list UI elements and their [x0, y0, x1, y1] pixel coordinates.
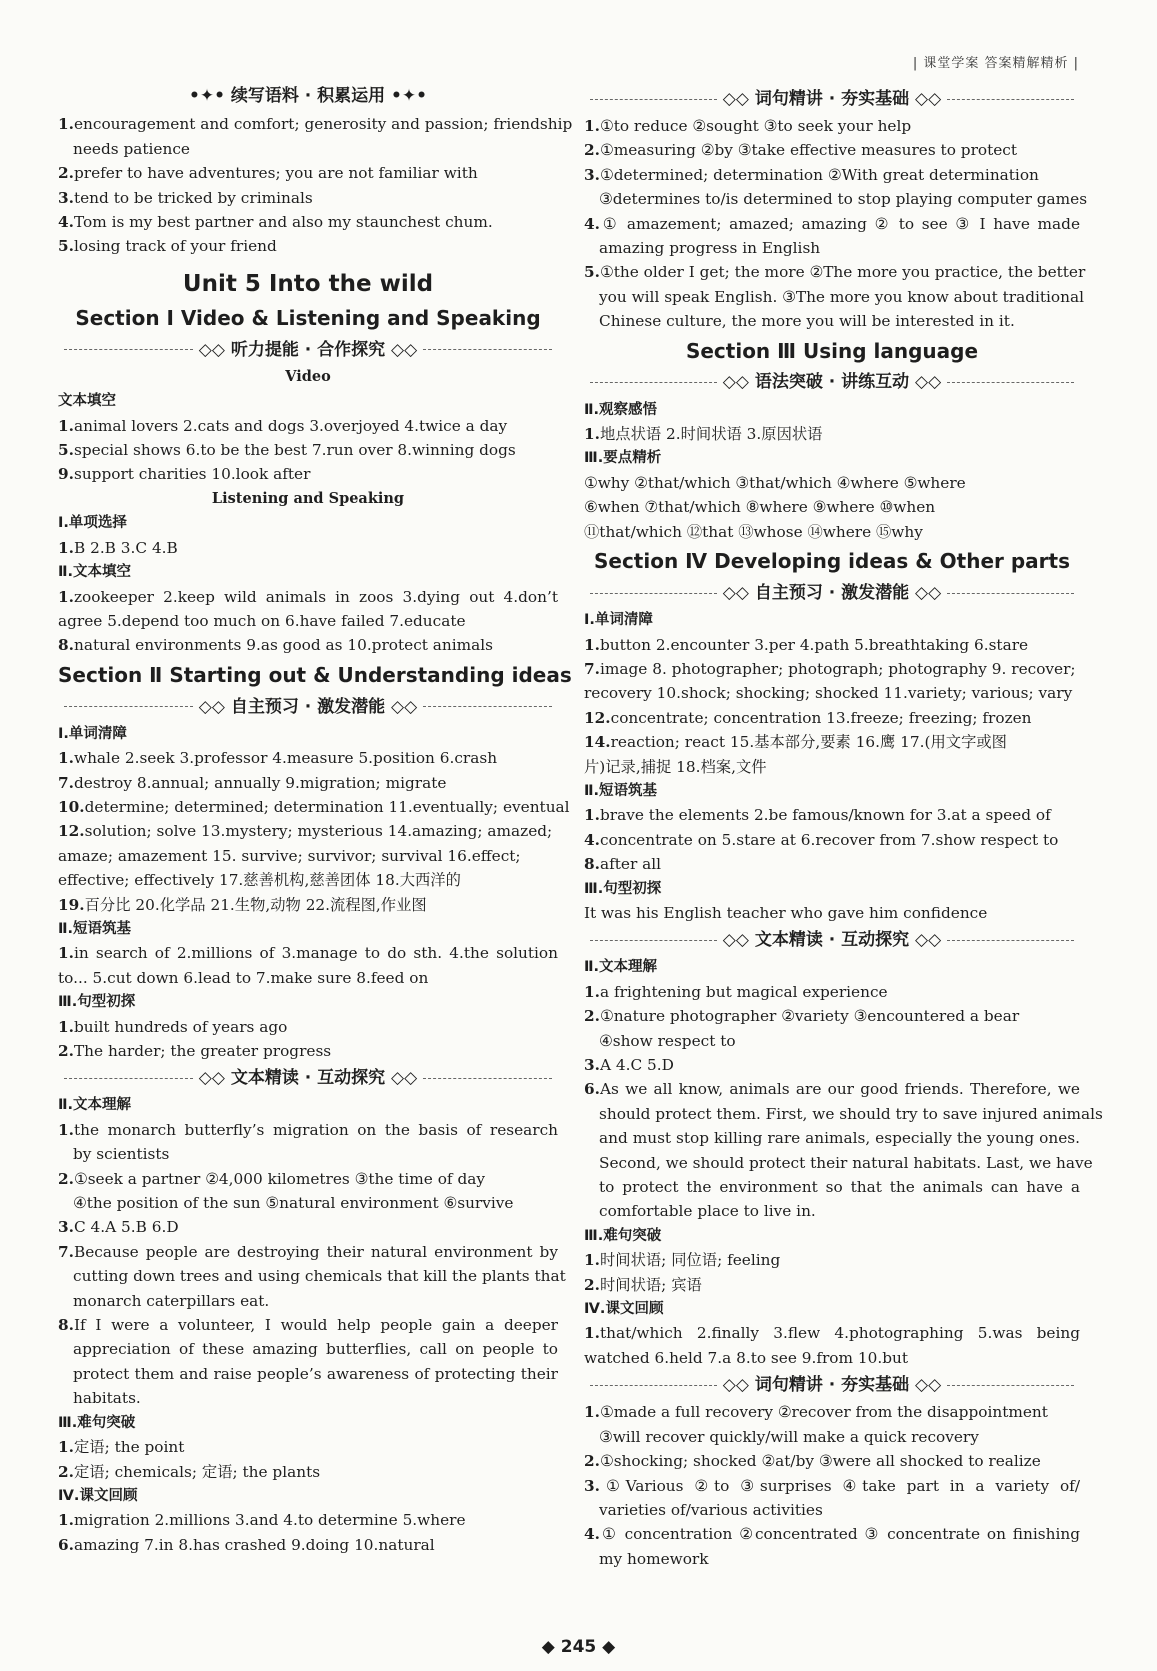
line-text: 时间状语; 同位语; feeling — [599, 1251, 781, 1270]
answer-line — [58, 1118, 558, 1142]
item-number: 4. — [584, 214, 600, 233]
line-text: built hundreds of years ago — [73, 1017, 288, 1036]
line-text: Because people are destroying their natural environment by — [73, 1242, 558, 1261]
line-text: ◇◇ 词句精讲 · 夯实基础 ◇◇ — [722, 1375, 942, 1396]
section-title — [58, 658, 572, 692]
line-text: Chinese culture, the more you will be interested in it. — [599, 312, 1015, 331]
answer-line — [584, 852, 1080, 876]
answer-line — [58, 1313, 558, 1337]
answer-line — [58, 633, 558, 657]
line-text: 时间状语; 宾语 — [599, 1275, 702, 1294]
item-number: 4. — [58, 213, 74, 232]
line-text: 定语; chemicals; 定语; the plants — [73, 1462, 321, 1481]
line-text: after all — [599, 855, 662, 874]
line-text: tend to be tricked by criminals — [73, 188, 313, 207]
line-text: monarch caterpillars eat. — [73, 1291, 270, 1310]
answer-line — [584, 1522, 1080, 1546]
line-text: Ⅱ.文本理解 — [584, 959, 658, 976]
line-text: ◇◇ 自主预习 · 激发潜能 ◇◇ — [198, 696, 418, 717]
answer-line — [58, 1015, 558, 1039]
line-text: the monarch butterfly’s migration on the basis of research — [73, 1120, 558, 1139]
line-text: to... 5.cut down 6.lead to 7.make sure 8.feed on — [58, 968, 429, 987]
section-title — [584, 334, 1080, 368]
answer-line — [584, 1321, 1080, 1345]
line-text: Tom is my best partner and also my staunchest chum. — [73, 213, 493, 232]
answer-line — [584, 1151, 1093, 1175]
answer-line — [584, 285, 1085, 309]
line-text: losing track of your friend — [73, 237, 277, 256]
line-text: ① amazement; amazed; amazing ② to see ③ I have made — [599, 214, 1080, 233]
line-text: Ⅲ.句型初探 — [584, 880, 662, 897]
answer-line — [584, 1004, 1080, 1028]
item-number: 2. — [58, 1169, 74, 1188]
answer-line — [584, 187, 1088, 211]
exercise-heading — [58, 917, 558, 941]
item-number: 1. — [58, 538, 74, 557]
line-text: ⑥when ⑦that/which ⑧where ⑨where ⑩when — [584, 498, 936, 517]
line-text: ◇◇ 文本精读 · 互动探究 ◇◇ — [198, 1068, 418, 1089]
section-divider — [584, 925, 1080, 955]
line-text: concentrate; concentration 13.freeze; freezing; frozen — [610, 708, 1032, 727]
line-text: ①shocking; shocked ②at/by ③were all shocked to realize — [599, 1452, 1041, 1471]
item-number: 2. — [584, 1452, 600, 1471]
line-text: encouragement and comfort; generosity and passion; friendship — [73, 115, 573, 134]
line-text: 文本填空 — [58, 393, 116, 410]
exercise-heading — [584, 955, 1080, 979]
subheading — [58, 365, 558, 389]
item-number: 1. — [584, 1251, 600, 1270]
item-number: 6. — [58, 1535, 74, 1554]
answer-line — [584, 1248, 1080, 1272]
line-text: my homework — [599, 1549, 709, 1568]
answer-line — [58, 893, 558, 917]
item-number: 1. — [58, 587, 74, 606]
answer-line — [58, 941, 558, 965]
item-number: 2. — [58, 1042, 74, 1060]
exercise-heading — [58, 1093, 558, 1117]
section-divider — [584, 368, 1080, 398]
section-title — [58, 301, 558, 335]
line-text: ◇◇ 词句精讲 · 夯实基础 ◇◇ — [722, 88, 942, 109]
answer-line — [58, 1508, 558, 1532]
answer-line — [584, 1175, 1080, 1199]
answer-line — [584, 755, 1080, 779]
answer-line — [584, 633, 1080, 657]
line-text: •✦• 续写语料 · 积累运用 •✦• — [188, 86, 428, 106]
item-number: 1. — [584, 635, 600, 654]
item-number: 1. — [58, 416, 74, 435]
line-text: Ⅰ.单词清障 — [58, 725, 127, 742]
section-divider — [58, 335, 558, 365]
item-number: 1. — [58, 944, 74, 963]
exercise-heading — [58, 560, 558, 584]
answer-line — [584, 901, 1080, 925]
line-text: If I were a volunteer, I would help people gain a deeper — [73, 1316, 558, 1335]
item-number: 14. — [584, 733, 611, 752]
answer-line — [584, 1449, 1080, 1473]
answer-line — [58, 844, 558, 868]
item-number: 2. — [58, 164, 74, 183]
unit-title — [58, 267, 558, 301]
answer-line — [58, 438, 558, 462]
line-text: appreciation of these amazing butterflies, call on people to — [73, 1340, 558, 1359]
answer-line — [58, 1264, 566, 1288]
line-text: cutting down trees and using chemicals that kill the plants that — [73, 1267, 566, 1286]
answer-line — [584, 1474, 1080, 1498]
item-number: 2. — [584, 1007, 600, 1026]
item-number: 8. — [584, 855, 600, 874]
line-text: ①nature photographer ②variety ③encountered a bear — [599, 1007, 1020, 1026]
answer-line — [58, 1240, 558, 1264]
answer-line — [58, 1289, 558, 1313]
answer-line — [584, 1273, 1080, 1297]
line-text: destroy 8.annual; annually 9.migration; migrate — [73, 773, 447, 792]
line-text: Listening and Speaking — [211, 489, 405, 507]
answer-line — [584, 1498, 1080, 1522]
line-text: solution; solve 13.mystery; mysterious 14.amazing; amazed; — [84, 822, 553, 841]
exercise-heading — [58, 990, 558, 1014]
line-text: ①seek a partner ②4,000 kilometres ③the time of day — [73, 1169, 486, 1188]
line-text: ①why ②that/which ③that/which ④where ⑤where — [584, 473, 966, 492]
answer-line — [58, 112, 573, 136]
answer-line — [584, 1400, 1080, 1424]
line-text: Ⅳ.课文回顾 — [58, 1487, 138, 1504]
line-text: Section Ⅰ Video & Listening and Speaking — [75, 305, 541, 330]
line-text: Ⅰ.单词清障 — [584, 612, 653, 629]
item-number: 8. — [58, 636, 74, 655]
section-divider — [584, 84, 1080, 114]
line-text: Section Ⅳ Developing ideas & Other parts — [593, 549, 1070, 574]
item-number: 6. — [584, 1080, 600, 1099]
line-text: Ⅱ.文本填空 — [58, 564, 132, 581]
line-text: migration 2.millions 3.and 4.to determine 5.where — [73, 1511, 466, 1530]
exercise-heading — [584, 608, 1080, 632]
item-number: 7. — [58, 1242, 74, 1261]
answer-line — [58, 819, 558, 843]
line-text: special shows 6.to be the best 7.run over 8.winning dogs — [73, 441, 516, 460]
section-divider — [584, 1370, 1080, 1400]
line-text: ④the position of the sun ⑤natural environment ⑥survive — [73, 1194, 514, 1213]
line-text: amaze; amazement 15. survive; survivor; survival 16.effect; — [58, 846, 521, 865]
answer-line — [584, 260, 1086, 284]
exercise-heading — [58, 722, 558, 746]
line-text: Ⅱ.观察感悟 — [584, 401, 658, 418]
line-text: ①made a full recovery ②recover from the disappointment — [599, 1403, 1048, 1422]
line-text: 百分比 20.化学品 21.生物,动物 22.流程图,作业图 — [84, 895, 427, 914]
line-text: Ⅲ.句型初探 — [58, 994, 136, 1011]
line-text: needs patience — [73, 139, 190, 158]
section-divider — [584, 578, 1080, 608]
answer-line — [584, 1547, 1080, 1571]
answer-line — [584, 1126, 1080, 1150]
line-text: in search of 2.millions of 3.manage to do sth. 4.the solution — [73, 944, 558, 963]
line-text: Section Ⅱ Starting out & Understanding ideas — [58, 662, 572, 687]
line-text: ③determines to/is determined to stop playing computer games — [599, 190, 1088, 209]
answer-line — [58, 462, 558, 486]
line-text: reaction; react 15.基本部分,要素 16.鹰 17.(用文字或图 — [610, 733, 1007, 752]
right-column — [584, 84, 1103, 1571]
answer-line — [58, 1215, 558, 1239]
answer-line — [584, 681, 1080, 705]
answer-line — [584, 1077, 1080, 1101]
line-text: determine; determined; determination 11.eventually; eventual — [84, 797, 570, 816]
answer-line — [58, 1167, 558, 1191]
line-text: concentrate on 5.stare at 6.recover from 7.show respect to — [599, 830, 1059, 849]
item-number: 2. — [58, 1462, 74, 1481]
item-number: 1. — [584, 1403, 600, 1422]
section-divider — [58, 692, 558, 722]
section-banner — [58, 84, 558, 108]
answer-line — [58, 609, 558, 633]
line-text: by scientists — [73, 1145, 170, 1164]
answer-line — [584, 212, 1080, 236]
line-text: As we all know, animals are our good friends. Therefore, we — [599, 1080, 1080, 1099]
answer-line — [58, 1386, 558, 1410]
line-text: ⑪that/which ⑫that ⑬whose ⑭where ⑮why — [584, 522, 923, 541]
line-text: Ⅱ.文本理解 — [58, 1097, 132, 1114]
line-text: amazing progress in English — [599, 239, 821, 258]
item-number: 1. — [58, 1511, 74, 1530]
answer-line — [584, 706, 1080, 730]
answer-line — [58, 868, 558, 892]
answer-line — [58, 1191, 558, 1215]
item-number: 1. — [584, 117, 600, 135]
line-text: 地点状语 2.时间状语 3.原因状语 — [599, 425, 823, 444]
line-text: Ⅳ.课文回顾 — [584, 1301, 664, 1318]
line-text: amazing 7.in 8.has crashed 9.doing 10.natural — [73, 1535, 435, 1554]
answer-line — [58, 1460, 558, 1484]
line-text: A 4.C 5.D — [599, 1056, 674, 1074]
item-number: 3. — [58, 1218, 74, 1237]
answer-line — [58, 585, 558, 609]
answer-line — [58, 161, 558, 185]
line-text: The harder; the greater progress — [73, 1042, 332, 1060]
item-number: 3. — [584, 165, 600, 184]
exercise-heading — [584, 877, 1080, 901]
line-text: C 4.A 5.B 6.D — [73, 1218, 179, 1237]
line-text: ◇◇ 语法突破 · 讲练互动 ◇◇ — [722, 372, 942, 393]
subheading — [58, 487, 558, 511]
line-text: Second, we should protect their natural habitats. Last, we have — [599, 1153, 1093, 1172]
line-text: ③will recover quickly/will make a quick recovery — [599, 1427, 979, 1446]
line-text: Ⅱ.短语筑基 — [58, 920, 132, 937]
line-text: that/which 2.finally 3.flew 4.photographing 5.was being — [599, 1324, 1080, 1343]
answer-line — [584, 1029, 1080, 1053]
line-text: 片)记录,捕捉 18.档案,文件 — [584, 757, 767, 776]
line-text: support charities 10.look after — [73, 465, 311, 484]
answer-line — [584, 138, 1080, 162]
answer-line — [58, 210, 558, 234]
answer-line — [58, 1337, 558, 1361]
item-number: 3. — [584, 1476, 600, 1495]
exercise-heading — [584, 1297, 1080, 1321]
item-number: 1. — [58, 1017, 74, 1036]
line-text: ①determined; determination ②With great determination — [599, 165, 1039, 184]
item-number: 7. — [584, 659, 600, 678]
answer-line — [58, 966, 558, 990]
line-text: you will speak English. ③The more you know about traditional — [599, 287, 1085, 306]
item-number: 12. — [58, 822, 85, 841]
answer-line — [584, 422, 1080, 446]
line-text: Unit 5 Into the wild — [182, 270, 434, 297]
item-number: 1. — [58, 749, 74, 768]
answer-line — [584, 1346, 1080, 1370]
line-text: recovery 10.shock; shocking; shocked 11.variety; various; vary — [584, 684, 1073, 703]
item-number: 12. — [584, 708, 611, 727]
answer-line — [58, 186, 558, 210]
item-number: 1. — [58, 1120, 74, 1139]
answer-line — [584, 657, 1080, 681]
item-number: 2. — [584, 141, 600, 160]
item-number: 1. — [58, 1438, 74, 1457]
answer-line — [58, 1533, 558, 1557]
answer-line — [58, 771, 558, 795]
exercise-heading — [58, 1484, 558, 1508]
answer-line — [584, 163, 1080, 187]
answer-line — [584, 236, 1080, 260]
item-number: 9. — [58, 465, 74, 484]
line-text: ①measuring ②by ③take effective measures to protect — [599, 141, 1018, 160]
section-divider — [58, 1063, 558, 1093]
line-text: Ⅰ.单项选择 — [58, 515, 127, 532]
page-number: ◆ 245 ◆ — [541, 1637, 616, 1657]
item-number: 10. — [58, 797, 85, 816]
answer-line — [58, 1435, 558, 1459]
line-text: ◇◇ 自主预习 · 激发潜能 ◇◇ — [722, 582, 942, 603]
answer-line — [584, 1425, 1080, 1449]
item-number: 5. — [58, 237, 74, 256]
answer-line — [58, 137, 558, 161]
answer-line — [584, 1199, 1080, 1223]
section-title — [584, 544, 1080, 578]
line-text: effective; effectively 17.慈善机构,慈善团体 18.大西洋的 — [58, 871, 461, 890]
line-text: ①the older I get; the more ②The more you practice, the better — [599, 263, 1086, 282]
answer-line — [584, 828, 1080, 852]
line-text: varieties of/various activities — [599, 1500, 823, 1519]
answer-line — [58, 746, 558, 770]
line-text: It was his English teacher who gave him confidence — [584, 903, 988, 922]
answer-line — [58, 536, 558, 560]
line-text: Video — [285, 367, 331, 385]
line-text: ◇◇ 文本精读 · 互动探究 ◇◇ — [722, 930, 942, 951]
item-number: 4. — [584, 1525, 600, 1544]
line-text: animal lovers 2.cats and dogs 3.overjoyed 4.twice a day — [73, 416, 508, 435]
answer-line — [584, 495, 1080, 519]
line-text: Ⅲ.难句突破 — [584, 1227, 662, 1244]
line-text: natural environments 9.as good as 10.protect animals — [73, 636, 493, 655]
line-text: ◇◇ 听力提能 · 合作探究 ◇◇ — [198, 339, 418, 360]
answer-line — [584, 730, 1080, 754]
answer-line — [58, 1142, 558, 1166]
answer-line — [584, 1053, 1080, 1077]
item-number: 1. — [584, 1324, 600, 1343]
item-number: 5. — [584, 263, 600, 282]
line-text: comfortable place to live in. — [599, 1202, 816, 1221]
exercise-heading — [58, 389, 558, 413]
line-text: button 2.encounter 3.per 4.path 5.breathtaking 6.stare — [599, 635, 1029, 654]
line-text: Section Ⅲ Using language — [685, 338, 979, 363]
line-text: zookeeper 2.keep wild animals in zoos 3.dying out 4.don’t — [73, 587, 558, 606]
line-text: Ⅲ.要点精析 — [584, 450, 662, 467]
line-text: agree 5.depend too much on 6.have failed 7.educate — [58, 611, 466, 630]
item-number: 19. — [58, 895, 85, 914]
exercise-heading — [584, 779, 1080, 803]
item-number: 7. — [58, 773, 74, 792]
answer-line — [58, 1039, 558, 1063]
line-text: Ⅲ.难句突破 — [58, 1414, 136, 1431]
answer-line — [58, 795, 570, 819]
line-text: Ⅱ.短语筑基 — [584, 782, 658, 799]
line-text: habitats. — [73, 1389, 141, 1408]
exercise-heading — [584, 398, 1080, 422]
exercise-heading — [58, 1411, 558, 1435]
line-text: should protect them. First, we should try to save injured animals — [599, 1104, 1103, 1123]
item-number: 1. — [584, 982, 600, 1001]
line-text: and must stop killing rare animals, especially the young ones. — [599, 1129, 1080, 1148]
line-text: image 8. photographer; photograph; photography 9. recover; — [599, 659, 1076, 678]
left-column — [58, 84, 573, 1557]
item-number: 3. — [58, 188, 74, 207]
line-text: prefer to have adventures; you are not familiar with — [73, 164, 478, 183]
answer-line — [584, 803, 1080, 827]
line-text: ① concentration ②concentrated ③ concentrate on finishing — [599, 1525, 1080, 1544]
answer-line — [584, 980, 1080, 1004]
item-number: 3. — [584, 1056, 600, 1074]
item-number: 2. — [584, 1275, 600, 1294]
line-text: to protect the environment so that the animals can have a — [599, 1178, 1080, 1197]
item-number: 4. — [584, 830, 600, 849]
answer-line — [58, 234, 558, 258]
item-number: 1. — [58, 115, 74, 134]
item-number: 8. — [58, 1316, 74, 1335]
line-text: ④show respect to — [599, 1031, 736, 1050]
line-text: protect them and raise people’s awareness of protecting their — [73, 1364, 558, 1383]
answer-line — [584, 520, 1080, 544]
exercise-heading — [584, 446, 1080, 470]
line-text: whale 2.seek 3.professor 4.measure 5.position 6.crash — [73, 749, 498, 768]
answer-line — [584, 114, 1080, 138]
item-number: 1. — [584, 806, 600, 825]
line-text: watched 6.held 7.a 8.to see 9.from 10.but — [584, 1348, 909, 1367]
line-text: a frightening but magical experience — [599, 982, 888, 1001]
answer-line — [584, 471, 1080, 495]
answer-line — [584, 1102, 1103, 1126]
exercise-heading — [58, 511, 558, 535]
answer-line — [584, 309, 1080, 333]
answer-line — [58, 1362, 558, 1386]
answer-line — [58, 414, 558, 438]
page-header: | 课堂学案 答案精解精析 | — [912, 56, 1079, 71]
exercise-heading — [584, 1224, 1080, 1248]
line-text: ①to reduce ②sought ③to seek your help — [599, 117, 912, 135]
line-text: B 2.B 3.C 4.B — [73, 538, 178, 557]
line-text: 定语; the point — [73, 1438, 185, 1457]
line-text: ①Various ②to ③surprises ④take part in a variety of/ — [599, 1476, 1080, 1495]
line-text: brave the elements 2.be famous/known for 3.at a speed of — [599, 806, 1051, 825]
item-number: 5. — [58, 441, 74, 460]
item-number: 1. — [584, 425, 600, 444]
